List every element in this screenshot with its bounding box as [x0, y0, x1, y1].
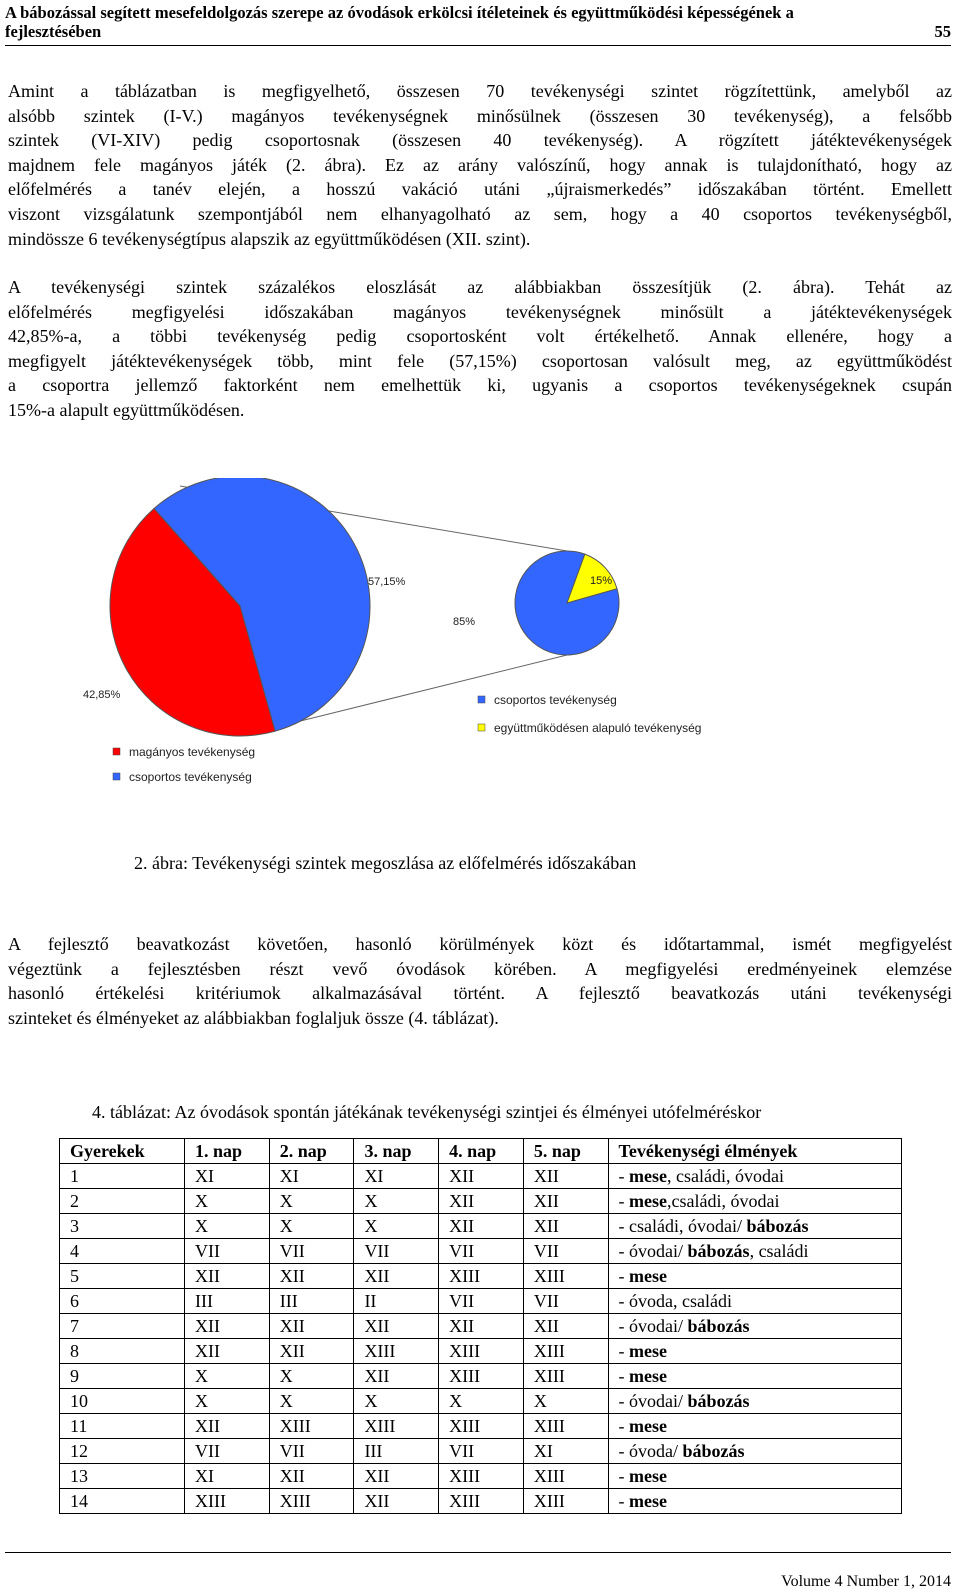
table-cell: - mese, családi, óvodai	[608, 1164, 901, 1189]
table-cell: XIII	[439, 1364, 524, 1389]
table-cell: 6	[60, 1289, 185, 1314]
table-cell: VII	[269, 1239, 354, 1264]
table-cell: - mese,családi, óvodai	[608, 1189, 901, 1214]
footer-volume: Volume 4 Number 1, 2014	[781, 1573, 951, 1590]
table-row	[60, 1264, 902, 1289]
table-cell: XII	[185, 1414, 270, 1439]
table-row	[60, 1339, 902, 1364]
table-row	[60, 1239, 902, 1264]
table-cell: - óvoda, családi	[608, 1289, 901, 1314]
paragraph-line: megfigyelt játéktevékenységek több, mint fele (57,15%) csoportosan valósult meg, az együttműködést	[8, 350, 952, 371]
table-cell: II	[354, 1289, 439, 1314]
table-cell: XIII	[523, 1414, 608, 1439]
table-cell: III	[185, 1289, 270, 1314]
table-cell: XII	[439, 1164, 524, 1189]
table-cell: 2	[60, 1189, 185, 1214]
header-title-line2: fejlesztésében	[5, 22, 102, 41]
table-cell: VII	[523, 1239, 608, 1264]
table-cell: XIII	[439, 1464, 524, 1489]
table-cell: X	[269, 1189, 354, 1214]
table-cell: XIII	[523, 1264, 608, 1289]
paragraph-line: szintek (VI-XIV) pedig csoportosnak (összesen 40 tevékenység). A rögzített játéktevékenységek	[8, 130, 952, 151]
paragraph-line: A tevékenységi szintek százalékos eloszlását az alábbiakban összesítjük (2. ábra). Tehát az	[8, 277, 952, 297]
table-cell: 9	[60, 1364, 185, 1389]
table-cell: VII	[439, 1239, 524, 1264]
table-cell: XII	[354, 1364, 439, 1389]
table-cell: X	[269, 1389, 354, 1414]
table-cell: - óvodai/ bábozás	[608, 1314, 901, 1339]
table-cell: XIII	[354, 1414, 439, 1439]
table-cell: X	[439, 1389, 524, 1414]
table-cell: XIII	[185, 1489, 270, 1514]
table-cell: 1	[60, 1164, 185, 1189]
table-cell: 7	[60, 1314, 185, 1339]
page-number: 55	[934, 22, 951, 41]
legend-maganyos-swatch	[113, 748, 120, 755]
table-row	[60, 1364, 902, 1389]
table-cell: VII	[269, 1439, 354, 1464]
table-cell: - óvodai/ bábozás, családi	[608, 1239, 901, 1264]
paragraph-line: A fejlesztő beavatkozást követően, hasonló körülmények közt és időtartammal, ismét megfigyelést	[8, 934, 952, 954]
data-label-csoportos-small: 85%	[453, 616, 476, 628]
table-row	[60, 1214, 902, 1239]
table-cell: XII	[354, 1314, 439, 1339]
paragraph-line: előfelmérés a tanév elején, a hosszú vakáció utáni „újraismerkedés” időszakában történt. Emellett	[8, 179, 952, 200]
paragraph-line: majdnem fele magányos játék (2. ábra). Ez az arány valószínű, hogy annak is tulajdonítható, hogy az	[8, 154, 952, 175]
table-row	[60, 1414, 902, 1439]
legend-egyuttmukodes-swatch	[478, 724, 485, 731]
paragraph-line: előfelmérés megfigyelési időszakában magányos tevékenységnek minősült a játéktevékenységek	[8, 301, 952, 322]
table-cell: - családi, óvodai/ bábozás	[608, 1214, 901, 1239]
table-row	[60, 1464, 902, 1489]
table-header-cell: 5. nap	[523, 1139, 608, 1164]
paragraph-line: a csoportra jellemző faktorként nem emelhettük ki, ugyanis a csoportos tevékenységeknek csupán	[8, 375, 952, 396]
table-header-cell: Tevékenységi élmények	[608, 1139, 901, 1164]
legend-csoportos-small-swatch	[478, 696, 485, 703]
header-title-line1: A bábozással segített mesefeldolgozás szerepe az óvodások erkölcsi ítéleteinek és együttműködési képességének a	[5, 3, 794, 22]
table-cell: XI	[185, 1464, 270, 1489]
table-cell: 14	[60, 1489, 185, 1514]
legend-csoportos-label: csoportos tevékenység	[129, 770, 252, 784]
table-cell: 3	[60, 1214, 185, 1239]
data-label-maganyos: 42,85%	[83, 689, 121, 701]
footer-rule	[5, 1552, 951, 1553]
legend-csoportos-swatch	[113, 773, 120, 780]
table-cell: XI	[269, 1164, 354, 1189]
table-cell: XIII	[523, 1464, 608, 1489]
table-cell: - mese	[608, 1339, 901, 1364]
table-cell: XIII	[439, 1489, 524, 1514]
table-cell: - óvodai/ bábozás	[608, 1389, 901, 1414]
paragraph-line: viszont vizsgálatunk szempontjából nem elhanyagolható az sem, hogy a 40 csoportos tevékenységből,	[8, 203, 952, 224]
table-header-cell: 2. nap	[269, 1139, 354, 1164]
table-cell: 11	[60, 1414, 185, 1439]
paragraph-1	[8, 79, 952, 251]
table-title: 4. táblázat: Az óvodások spontán játékának tevékenységi szintjei és élményei utófelméréskor	[92, 1102, 762, 1122]
table-cell: XII	[523, 1189, 608, 1214]
table-cell: 4	[60, 1239, 185, 1264]
table-cell: 8	[60, 1339, 185, 1364]
table-cell: XII	[439, 1314, 524, 1339]
table-cell: - mese	[608, 1414, 901, 1439]
table-cell: X	[185, 1389, 270, 1414]
table-cell: XII	[354, 1489, 439, 1514]
table-cell: - mese	[608, 1264, 901, 1289]
table-row	[60, 1439, 902, 1464]
table-cell: VII	[439, 1289, 524, 1314]
table-cell: VII	[185, 1439, 270, 1464]
table-cell: 10	[60, 1389, 185, 1414]
paragraph-2	[8, 275, 952, 423]
table-cell: XII	[354, 1264, 439, 1289]
table-cell: XIII	[439, 1264, 524, 1289]
data-label-egyuttmukodes: 15%	[590, 575, 613, 587]
table-row	[60, 1389, 902, 1414]
table-cell: - mese	[608, 1464, 901, 1489]
paragraph-3	[8, 932, 952, 1030]
data-table	[59, 1138, 902, 1514]
table-cell: XIII	[354, 1339, 439, 1364]
paragraph-line: Amint a táblázatban is megfigyelhető, összesen 70 tevékenységi szintet rögzítettünk, amelyből az	[8, 81, 952, 101]
table-cell: X	[269, 1214, 354, 1239]
paragraph-line: mindössze 6 tevékenységtípus alapszik az együttműködésen (XII. szint).	[8, 228, 531, 249]
running-header	[5, 3, 951, 41]
table-cell: - óvoda/ bábozás	[608, 1439, 901, 1464]
table-cell: - mese	[608, 1364, 901, 1389]
table-cell: XII	[439, 1214, 524, 1239]
data-label-csoportos: 57,15%	[368, 576, 406, 588]
paragraph-line: alsóbb szintek (I-V.) magányos tevékenységnek minősülnek (összesen 30 tevékenység), a felsőbb	[8, 105, 952, 126]
table-cell: - mese	[608, 1489, 901, 1514]
table-cell: X	[269, 1364, 354, 1389]
table-cell: XIII	[523, 1364, 608, 1389]
table-cell: XII	[354, 1464, 439, 1489]
table-header-cell: 4. nap	[439, 1139, 524, 1164]
table-row	[60, 1489, 902, 1514]
table-cell: XIII	[439, 1339, 524, 1364]
table-cell: XII	[269, 1264, 354, 1289]
table-cell: VII	[523, 1289, 608, 1314]
table-cell: III	[354, 1439, 439, 1464]
table-cell: XIII	[269, 1489, 354, 1514]
table-row	[60, 1289, 902, 1314]
table-row	[60, 1314, 902, 1339]
paragraph-line: 15%-a alapult együttműködésen.	[8, 399, 245, 420]
table-cell: XII	[439, 1189, 524, 1214]
table-cell: XII	[523, 1214, 608, 1239]
legend-egyuttmukodes-label: együttműködésen alapuló tevékenység	[494, 721, 702, 735]
table-cell: VII	[354, 1239, 439, 1264]
table-cell: 5	[60, 1264, 185, 1289]
table-cell: X	[185, 1189, 270, 1214]
table-header-cell: 1. nap	[185, 1139, 270, 1164]
table-cell: X	[354, 1214, 439, 1239]
table-cell: 13	[60, 1464, 185, 1489]
table-cell: XII	[269, 1464, 354, 1489]
table-cell: XI	[523, 1439, 608, 1464]
table-cell: XI	[354, 1164, 439, 1189]
table-cell: XI	[185, 1164, 270, 1189]
table-cell: XIII	[523, 1489, 608, 1514]
legend-csoportos-small-label: csoportos tevékenység	[494, 693, 617, 707]
table-header-cell: 3. nap	[354, 1139, 439, 1164]
table-cell: X	[354, 1389, 439, 1414]
table-cell: X	[354, 1189, 439, 1214]
table-row	[60, 1189, 902, 1214]
header-rule	[5, 45, 951, 46]
figure-caption: 2. ábra: Tevékenységi szintek megoszlása az előfelmérés időszakában	[134, 853, 637, 873]
table-cell: XIII	[523, 1339, 608, 1364]
table-header-row	[60, 1139, 902, 1164]
table-cell: III	[269, 1289, 354, 1314]
table-header-cell: Gyerekek	[60, 1139, 185, 1164]
legend-maganyos-label: magányos tevékenység	[129, 745, 256, 759]
table-cell: XII	[185, 1339, 270, 1364]
table-cell: XII	[185, 1314, 270, 1339]
table-cell: VII	[185, 1239, 270, 1264]
table-cell: X	[523, 1389, 608, 1414]
paragraph-line: hasonló értékelési kritériumok alkalmazásával történt. A fejlesztő beavatkozás utáni tevékenységi	[8, 983, 952, 1004]
pie-chart-figure	[0, 478, 960, 818]
table-cell: X	[185, 1214, 270, 1239]
paragraph-line: 42,85%-a, a többi tevékenység pedig csoportosként volt értékelhető. Annak ellenére, hogy a	[8, 326, 952, 347]
table-cell: XIII	[439, 1414, 524, 1439]
table-cell: VII	[439, 1439, 524, 1464]
table-cell: XII	[523, 1314, 608, 1339]
paragraph-line: szinteket és élményeket az alábbiakban foglaljuk össze (4. táblázat).	[8, 1007, 499, 1028]
table-cell: XII	[185, 1264, 270, 1289]
table-row	[60, 1164, 902, 1189]
table-cell: XII	[269, 1339, 354, 1364]
table-cell: XII	[523, 1164, 608, 1189]
table-cell: XII	[269, 1314, 354, 1339]
table-cell: 12	[60, 1439, 185, 1464]
table-cell: X	[185, 1364, 270, 1389]
table-cell: XIII	[269, 1414, 354, 1439]
paragraph-line: végeztünk a fejlesztésben részt vevő óvodások körében. A megfigyelési eredményeinek elemzése	[8, 958, 952, 979]
